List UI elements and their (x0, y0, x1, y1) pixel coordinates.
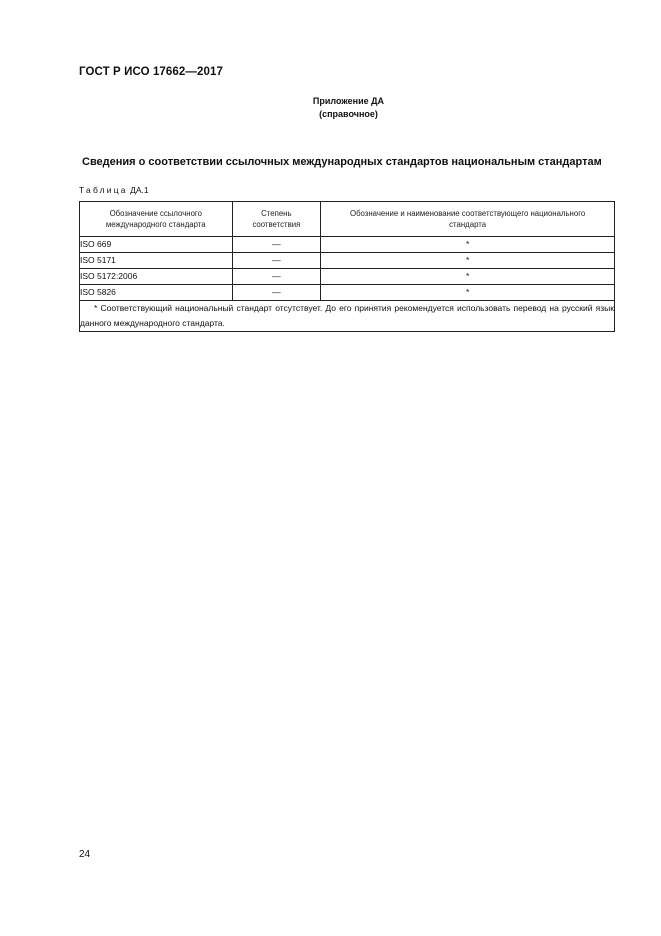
header-international-standard (80, 202, 233, 237)
table-caption (79, 185, 149, 195)
annex-type: (справочное) (319, 109, 378, 119)
degree-value: — (232, 285, 321, 301)
annex-heading (0, 95, 661, 121)
national-standard-value: * (321, 253, 615, 269)
table-footnote-row (80, 301, 615, 332)
table-footnote (80, 301, 615, 332)
footnote-text: * Соответствующий национальный стандарт отсутствует. До его принятия рекомендуется использовать перевод на русский язык данного международного стандарта. (80, 303, 614, 328)
degree-value: — (232, 269, 321, 285)
national-standard-value: * (321, 269, 615, 285)
national-standard-value: * (321, 237, 615, 253)
table-header-row (80, 202, 615, 237)
header-degree (232, 202, 321, 237)
header-national-standard (321, 202, 615, 237)
table-row (80, 237, 615, 253)
header-degree-text: Степень соответствия (252, 209, 301, 229)
section-title: Сведения о соответствии ссылочных международных стандартов национальным стандартам (82, 156, 602, 168)
table-row (80, 269, 615, 285)
table-row (80, 285, 615, 301)
degree-value: — (232, 237, 321, 253)
page-number: 24 (79, 849, 91, 860)
correspondence-table (79, 201, 615, 332)
document-header: ГОСТ Р ИСО 17662—2017 (79, 66, 224, 78)
national-standard-value: * (321, 285, 615, 301)
header-international-standard-text: Обозначение ссылочного международного стандарта (105, 209, 206, 229)
table-row (80, 253, 615, 269)
degree-value: — (232, 253, 321, 269)
standard-code: ISO 669 (80, 237, 233, 253)
standard-code: ISO 5171 (80, 253, 233, 269)
standard-code: ISO 5172:2006 (80, 269, 233, 285)
table-caption-word: Таблица (79, 185, 128, 195)
table-caption-number: ДА.1 (130, 185, 149, 195)
standard-code: ISO 5826 (80, 285, 233, 301)
annex-title: Приложение ДА (312, 96, 385, 106)
header-national-standard-text: Обозначение и наименование соответствующего национального стандарта (350, 209, 586, 229)
